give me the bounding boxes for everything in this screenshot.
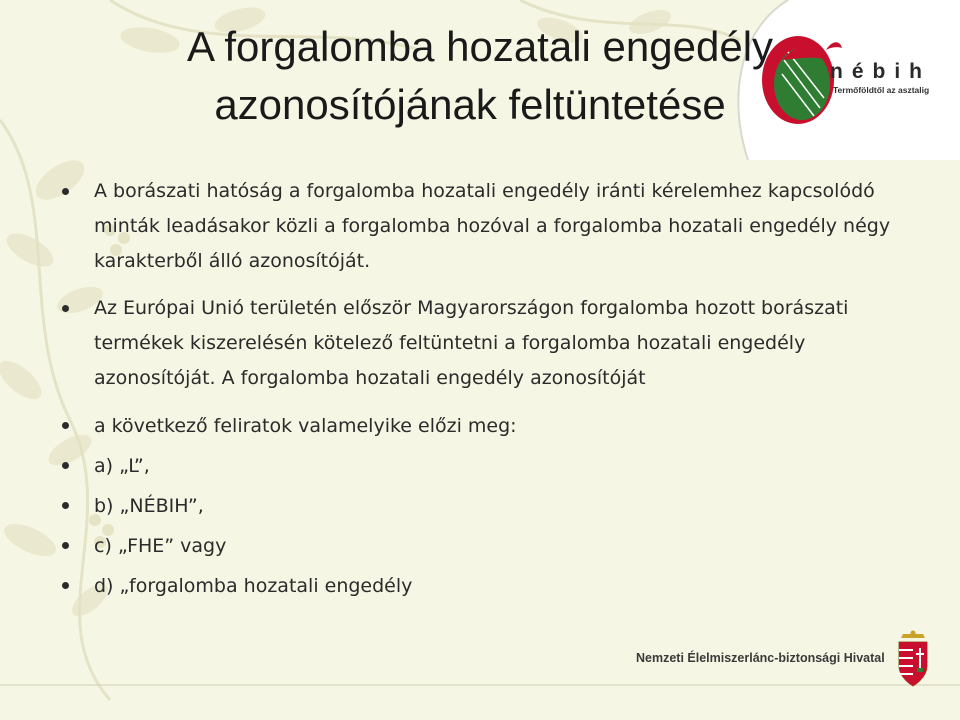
list-item-text: b) „NÉBIH”, xyxy=(94,495,204,517)
list-item-text: c) „FHE” vagy xyxy=(94,535,227,557)
list-item xyxy=(62,568,922,605)
slide-title xyxy=(0,18,960,134)
list-item xyxy=(62,528,922,565)
list-item-text: a következő feliratok valamelyike előzi meg: xyxy=(94,415,517,437)
bullet-icon xyxy=(62,462,69,469)
logo-tagline: Termőföldtől az asztalig xyxy=(833,85,930,95)
paragraph-text: A borászati hatóság a forgalomba hozatali engedély iránti kérelemhez kapcsolódó minták leadásakor közli a forgalomba hozóval a forgalomba hozatali engedély négy karakterből álló azonosítóját. xyxy=(94,180,891,272)
footer-organization: Nemzeti Élelmiszerlánc-biztonsági Hivatal xyxy=(636,651,885,665)
bullet-icon xyxy=(62,188,69,195)
bullet-icon xyxy=(62,502,69,509)
logo-name: nébih xyxy=(830,60,931,83)
list-item-text: d) „forgalomba hozatali engedély xyxy=(94,575,413,597)
bullet-icon xyxy=(62,422,69,429)
paragraph-text: Az Európai Unió területén először Magyarországon forgalomba hozott borászati termékek kiszerelésén kötelező feltüntetni a forgalomba hozatali engedély azonosítóját. A forgalomba hozatali engedély azonosítóját xyxy=(94,297,849,389)
bullet-paragraph-1 xyxy=(62,174,922,279)
bullet-icon xyxy=(62,582,69,589)
slide-content xyxy=(62,174,922,608)
footer-band xyxy=(0,683,960,720)
title-line-1: A forgalomba hozatali engedély xyxy=(186,23,774,70)
list-item xyxy=(62,488,922,525)
hungarian-coat-of-arms-icon xyxy=(896,630,930,688)
bullet-icon xyxy=(62,305,69,312)
bullet-icon xyxy=(62,542,69,549)
list-item xyxy=(62,408,922,445)
list-item xyxy=(62,448,922,485)
bullet-paragraph-2 xyxy=(62,291,922,396)
list-item-text: a) „L”, xyxy=(94,455,150,477)
title-line-2: azonosítójának feltüntetése xyxy=(214,81,726,128)
